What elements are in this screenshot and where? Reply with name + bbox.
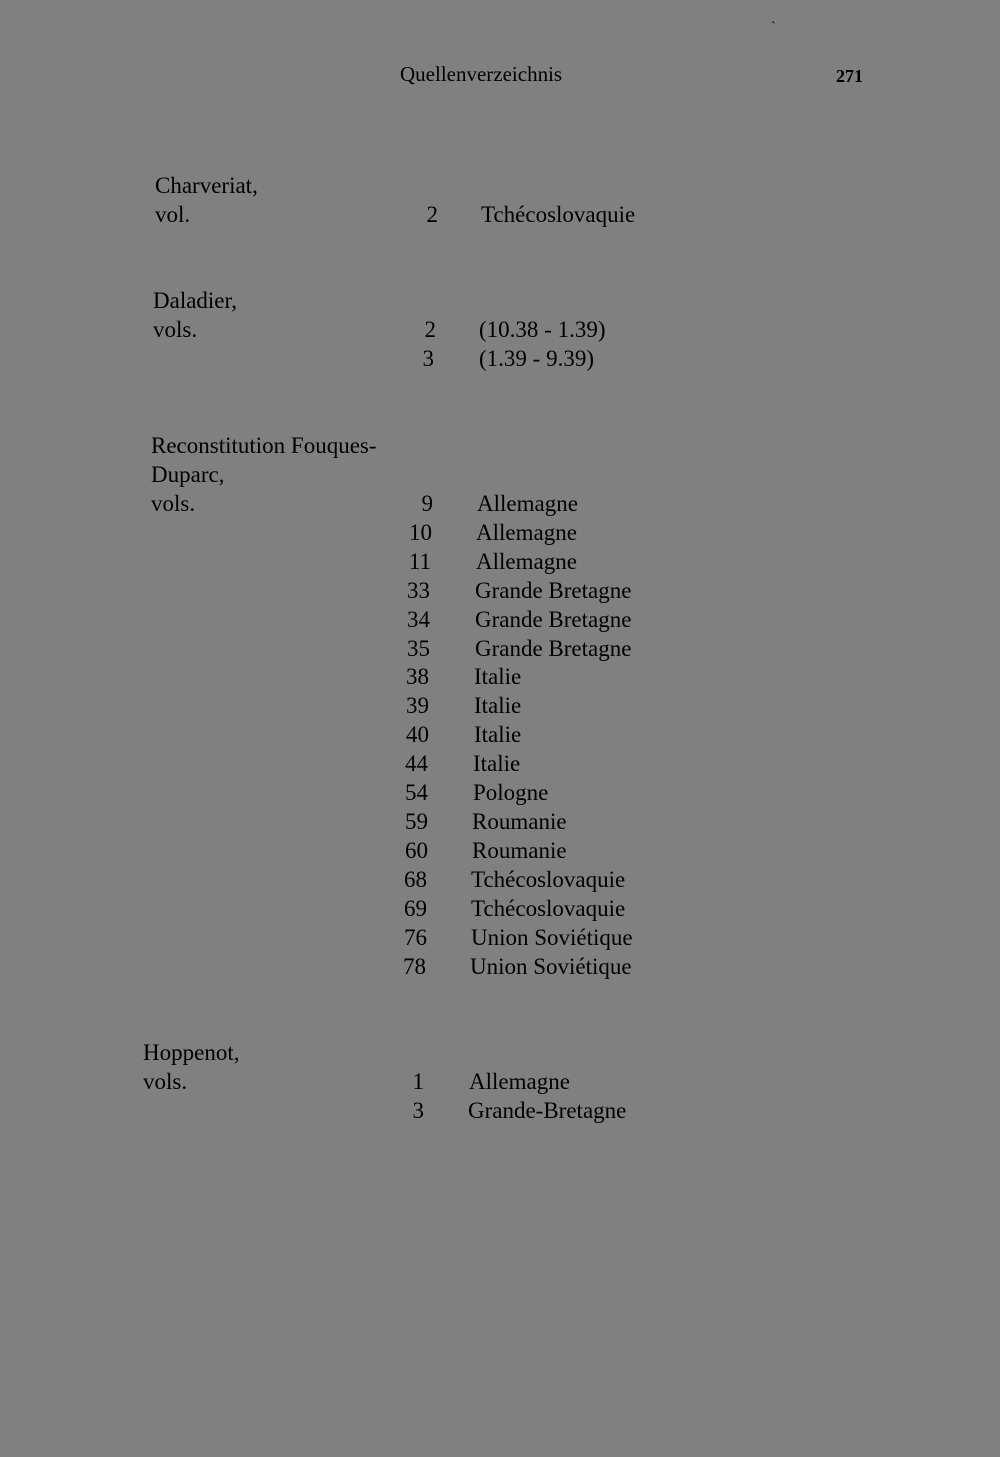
section-label-daladier (153, 286, 237, 344)
volume-number: 33 (407, 578, 430, 603)
volume-number: 1 (412, 1069, 424, 1094)
volume-description: Grande-Bretagne (468, 1098, 627, 1123)
volume-description: Roumanie (472, 809, 567, 834)
volume-number: 38 (406, 664, 429, 689)
volume-number: 11 (408, 549, 431, 574)
volume-number: 59 (405, 809, 428, 834)
volume-description: Allemagne (476, 549, 577, 574)
volume-number: 3 (412, 1098, 424, 1123)
label-line: vol. (155, 202, 191, 227)
volume-description: Italie (474, 722, 522, 747)
label-line: Daladier, (153, 288, 238, 313)
label-line: vols. (153, 317, 198, 342)
volume-number: 68 (404, 867, 427, 892)
volume-number: 2 (426, 202, 438, 227)
volume-description: Grande Bretagne (475, 607, 632, 632)
volume-description: Union Soviétique (470, 954, 632, 979)
volume-number: 39 (406, 693, 429, 718)
volume-description: Italie (474, 693, 522, 718)
volume-description: Tchécoslovaquie (481, 202, 636, 227)
section-label-charveriat (155, 171, 258, 229)
stray-mark: ` (771, 20, 776, 35)
volume-number: 44 (405, 751, 428, 776)
volume-description: Tchécoslovaquie (471, 867, 626, 892)
volume-description: Union Soviétique (471, 925, 633, 950)
section-label-fouques-duparc (151, 431, 377, 518)
label-line: Charveriat, (155, 173, 258, 198)
volume-description: Italie (474, 664, 522, 689)
volume-description: Italie (473, 751, 521, 776)
volume-number: 60 (405, 838, 428, 863)
volume-description: (10.38 - 1.39) (479, 317, 606, 342)
volume-number: 35 (407, 636, 430, 661)
volume-description: Allemagne (469, 1069, 570, 1094)
volume-description: Pologne (473, 780, 549, 805)
volume-description: Allemagne (476, 520, 577, 545)
volume-description: Grande Bretagne (475, 636, 632, 661)
volume-number: 10 (409, 520, 432, 545)
volume-description: Tchécoslovaquie (471, 896, 626, 921)
volume-description: Allemagne (477, 491, 578, 516)
label-line: vols. (151, 491, 196, 516)
volume-description: (1.39 - 9.39) (479, 346, 594, 371)
volume-description: Grande Bretagne (475, 578, 632, 603)
volume-number: 76 (404, 925, 427, 950)
running-header-title: Quellenverzeichnis (400, 62, 563, 86)
volume-number: 78 (403, 954, 426, 979)
volume-number: 40 (406, 722, 429, 747)
label-line: Hoppenot, (143, 1040, 240, 1065)
section-label-hoppenot (143, 1038, 239, 1096)
label-line: Reconstitution Fouques- (151, 433, 377, 458)
volume-number: 34 (407, 607, 430, 632)
label-line: vols. (143, 1069, 188, 1094)
volume-number: 2 (424, 317, 436, 342)
volume-number: 54 (405, 780, 428, 805)
volume-description: Roumanie (472, 838, 567, 863)
page-number: 271 (836, 66, 863, 86)
volume-number: 3 (422, 346, 434, 371)
label-line: Duparc, (151, 462, 225, 487)
volume-number: 9 (421, 491, 433, 516)
volume-number: 69 (404, 896, 427, 921)
